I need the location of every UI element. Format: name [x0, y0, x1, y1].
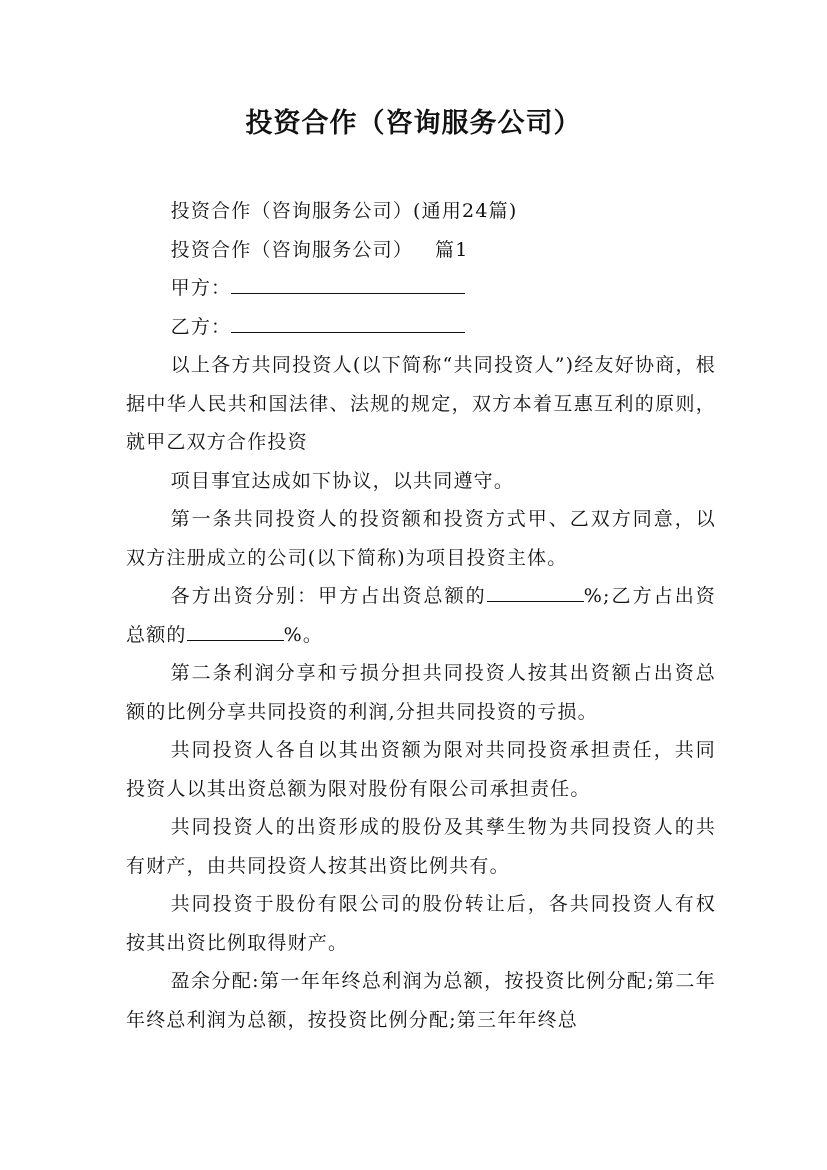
contribution-text-c: %。: [283, 623, 324, 646]
document-title: 投资合作（咨询服务公司）: [245, 108, 582, 139]
chapter-number: 篇1: [435, 238, 469, 261]
paragraph-article-2: 第二条利润分享和亏损分担共同投资人按其出资额占出资总额的比例分享共同投资的利润,分担共同投资的亏损。: [126, 662, 716, 723]
paragraph-article-1: 第一条共同投资人的投资额和投资方式甲、乙双方同意，以双方注册成立的公司(以下简称)为项目投资主体。: [126, 508, 716, 569]
party-b-line: [126, 308, 716, 347]
chapter-label: 投资合作（咨询服务公司）: [170, 238, 414, 261]
contribution-text-b: %;乙方占出资总额的: [126, 585, 716, 646]
document-subtitle: 投资合作（咨询服务公司）(通用24篇): [170, 200, 518, 222]
party-b-share-blank: [187, 621, 284, 640]
contribution-text-a: 各方出资分别：甲方占出资总额的: [170, 585, 487, 607]
party-b-blank: [231, 313, 465, 332]
paragraph-transfer: 共同投资于股份有限公司的股份转让后，各共同投资人有权按其出资比例取得财产。: [126, 893, 716, 954]
party-a-line: [126, 269, 716, 308]
party-a-blank: [231, 275, 465, 294]
party-b-label: 乙方：: [170, 315, 232, 338]
paragraph-property: 共同投资人的出资形成的股份及其孳生物为共同投资人的共有财产，由共同投资人按其出资比例共有。: [126, 816, 716, 877]
document-body: [126, 192, 716, 1039]
paragraph-surplus: 盈余分配:第一年年终总利润为总额，按投资比例分配;第二年年终总利润为总额，按投资比例分配;第三年年终总: [126, 970, 716, 1031]
party-a-label: 甲方：: [170, 277, 232, 299]
paragraph-intro: 以上各方共同投资人(以下简称“共同投资人”)经友好协商，根据中华人民共和国法律、法规的规定，双方本着互惠互利的原则，就甲乙双方合作投资: [126, 354, 716, 453]
party-a-share-blank: [487, 583, 584, 602]
paragraph-liability: 共同投资人各自以其出资额为限对共同投资承担责任，共同投资人以其出资总额为限对股份有限公司承担责任。: [126, 739, 716, 800]
paragraph-agreement: 项目事宜达成如下协议，以共同遵守。: [170, 469, 515, 492]
chapter-heading: [126, 231, 716, 270]
paragraph-contribution: [126, 577, 716, 654]
